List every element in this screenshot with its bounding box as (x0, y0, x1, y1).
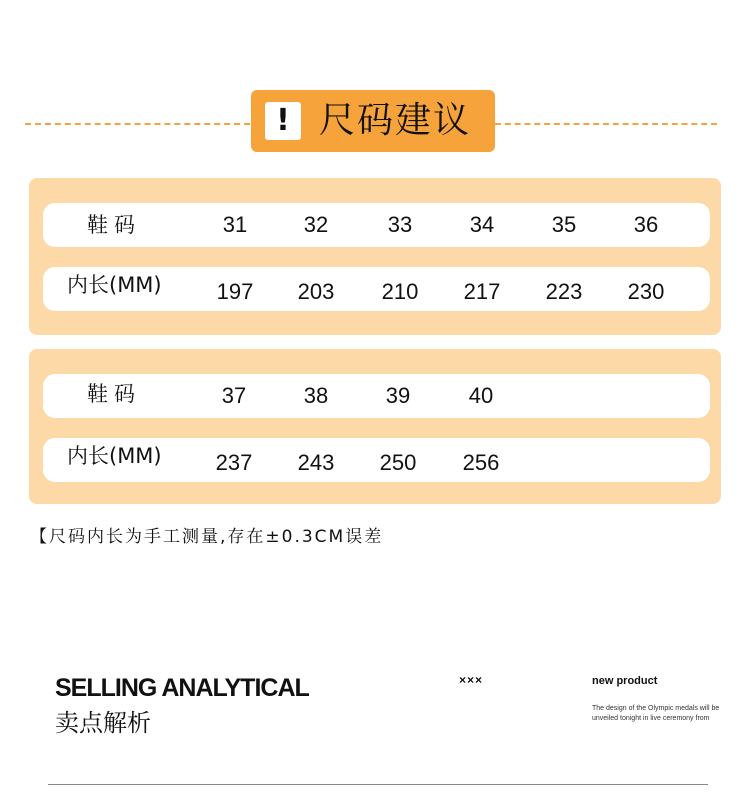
length-cell: 203 (297, 279, 335, 304)
inner-length-label: 内长(MM) (67, 273, 162, 297)
size-cell: 36 (633, 212, 659, 237)
size-cell: 32 (303, 212, 329, 237)
shoe-size-row (43, 203, 710, 247)
bottom-divider (48, 784, 708, 785)
size-cell: 31 (222, 212, 248, 237)
new-product-description: The design of the Olympic medals will be unveiled tonight in live ceremony from (592, 705, 720, 722)
inner-length-row (43, 438, 710, 482)
size-cell: 35 (551, 212, 577, 237)
length-cell: 197 (216, 279, 254, 304)
size-cell: 33 (387, 212, 413, 237)
exclamation-icon: ! (265, 102, 301, 140)
shoe-size-label: 鞋码 (87, 382, 141, 406)
page-title: 尺码建议 (319, 100, 472, 141)
inner-length-label: 内长(MM) (67, 444, 162, 468)
new-product-title: new product (592, 675, 658, 687)
length-cell: 210 (381, 279, 419, 304)
header-divider-right (495, 123, 717, 125)
size-suggestion-header (251, 90, 495, 152)
length-cell: 243 (297, 450, 335, 475)
length-cell: 237 (215, 450, 253, 475)
size-table-1 (29, 178, 721, 335)
size-cell: 40 (468, 383, 494, 408)
length-cell: 223 (545, 279, 583, 304)
header-divider-left (25, 123, 260, 125)
decorative-mark: ××× (459, 673, 484, 687)
size-cell: 39 (385, 383, 411, 408)
size-cell: 38 (303, 383, 329, 408)
inner-length-row (43, 267, 710, 311)
size-cell: 37 (221, 383, 247, 408)
selling-title-cn: 卖点解析 (55, 709, 151, 737)
shoe-size-row (43, 374, 710, 418)
length-cell: 217 (463, 279, 501, 304)
length-cell: 250 (379, 450, 417, 475)
size-cell: 34 (469, 212, 495, 237)
length-cell: 256 (462, 450, 500, 475)
measurement-note: 【尺码内长为手工测量,存在±0.3CM误差 (30, 527, 384, 547)
shoe-size-label: 鞋码 (87, 213, 141, 237)
size-table-2 (29, 349, 721, 504)
selling-title-en: SELLING ANALYTICAL (55, 674, 309, 702)
length-cell: 230 (627, 279, 665, 304)
